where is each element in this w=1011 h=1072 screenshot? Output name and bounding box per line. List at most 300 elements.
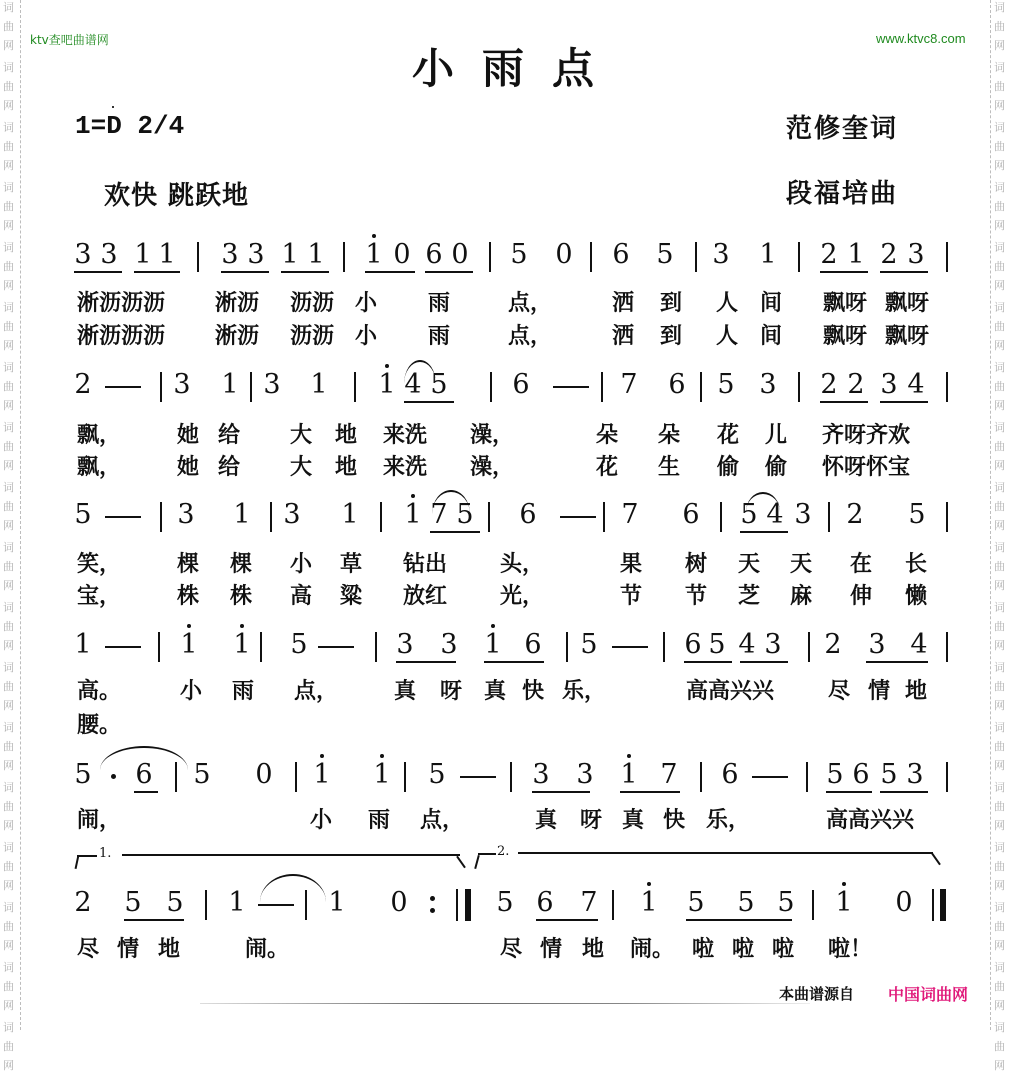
- lyricist-credit: 范修奎词: [786, 114, 899, 144]
- watermark-char: 词: [994, 601, 1005, 614]
- slur-arc: [260, 874, 326, 902]
- watermark-char: 网: [994, 339, 1005, 352]
- eighth-underline: [684, 661, 732, 663]
- watermark-site-right: www.ktvc8.com: [876, 31, 966, 46]
- jianpu-note: 2: [824, 629, 842, 660]
- sustain-dash: [105, 516, 141, 518]
- watermark-char: 曲: [994, 20, 1005, 33]
- jianpu-note: 5: [908, 499, 926, 530]
- barline: [158, 632, 160, 662]
- high-octave-dot: [385, 364, 389, 368]
- high-octave-dot: [372, 234, 376, 238]
- jianpu-note: 5: [777, 887, 795, 918]
- lyric-word: 洒: [612, 324, 635, 349]
- watermark-char: 曲: [994, 80, 1005, 93]
- watermark-char: 网: [3, 699, 14, 712]
- watermark-char: 网: [994, 99, 1005, 112]
- watermark-char: 曲: [994, 860, 1005, 873]
- watermark-char: 网: [3, 579, 14, 592]
- lyric-word: 小: [355, 324, 378, 349]
- lyric-word: 澡，: [470, 423, 515, 448]
- eighth-underline: [134, 271, 180, 273]
- barline: [946, 502, 948, 532]
- watermark-char: 网: [3, 339, 14, 352]
- barline: [250, 372, 252, 402]
- barline: [812, 890, 814, 920]
- watermark-char: 曲: [994, 200, 1005, 213]
- watermark-char: 词: [994, 961, 1005, 974]
- lyric-word: 生: [658, 455, 681, 480]
- watermark-char: 网: [994, 879, 1005, 892]
- jianpu-note: 2: [74, 887, 92, 918]
- volta-1-label: 1.: [99, 846, 112, 861]
- lyric-word: 怀呀怀宝: [822, 455, 911, 480]
- jianpu-note: 6: [135, 759, 153, 790]
- barline: [490, 372, 492, 402]
- eighth-underline: [880, 791, 928, 793]
- barline: [205, 890, 207, 920]
- jianpu-note: 3: [712, 239, 730, 270]
- barline: [354, 372, 356, 402]
- jianpu-note: 1: [74, 629, 92, 660]
- key-octave-dot: [112, 106, 114, 108]
- watermark-char: 词: [994, 121, 1005, 134]
- lyric-word: 株: [177, 584, 200, 609]
- sustain-dash: [318, 646, 354, 648]
- watermark-char: 词: [994, 241, 1005, 254]
- lyric-word: 在: [850, 552, 873, 577]
- jianpu-note: 1: [833, 888, 855, 918]
- watermark-char: 网: [994, 639, 1005, 652]
- lyric-word: 尽: [828, 679, 851, 704]
- eighth-underline: [221, 271, 269, 273]
- high-octave-dot: [240, 624, 244, 628]
- watermark-char: 曲: [994, 920, 1005, 933]
- jianpu-note: 5: [880, 759, 898, 790]
- watermark-char: 词: [3, 1021, 14, 1034]
- watermark-char: 网: [3, 819, 14, 832]
- jianpu-note: 1: [307, 239, 325, 270]
- eighth-underline: [134, 791, 158, 793]
- watermark-char: 词: [3, 661, 14, 674]
- lyric-word: 沥沥: [290, 291, 335, 316]
- jianpu-note: 5: [166, 887, 184, 918]
- jianpu-note: 1: [281, 239, 299, 270]
- eighth-underline: [740, 661, 788, 663]
- lyric-word: 真: [535, 808, 558, 833]
- jianpu-note: 1: [178, 630, 200, 660]
- lyric-word: 朵: [596, 423, 619, 448]
- lyric-word: 伸: [850, 584, 873, 609]
- lyric-word: 宝，: [77, 584, 122, 609]
- lyric-word: 飘呀: [823, 291, 868, 316]
- lyric-word: 真: [622, 808, 645, 833]
- barline: [160, 502, 162, 532]
- watermark-char: 曲: [994, 140, 1005, 153]
- watermark-char: 词: [3, 481, 14, 494]
- jianpu-note: 6: [536, 887, 554, 918]
- sustain-dash: [105, 646, 141, 648]
- barline: [700, 372, 702, 402]
- watermark-char: 曲: [3, 860, 14, 873]
- lyric-word: 点，: [508, 291, 553, 316]
- watermark-char: 曲: [3, 380, 14, 393]
- jianpu-note: 6: [425, 239, 443, 270]
- jianpu-note: 5: [708, 629, 726, 660]
- slur-arc: [746, 492, 780, 512]
- barline: [663, 632, 665, 662]
- tempo-marking: 欢快 跳跃地: [104, 181, 250, 211]
- lyric-word: 偷: [765, 455, 788, 480]
- lyric-word: 粱: [340, 584, 363, 609]
- watermark-char: 曲: [3, 680, 14, 693]
- lyric-word: 人: [716, 291, 739, 316]
- watermark-char: 词: [994, 361, 1005, 374]
- jianpu-note: 6: [682, 499, 700, 530]
- jianpu-note: 6: [512, 369, 530, 400]
- watermark-char: 词: [3, 361, 14, 374]
- barline: [946, 762, 948, 792]
- lyric-word: 树: [685, 552, 708, 577]
- watermark-char: 曲: [3, 20, 14, 33]
- eighth-underline: [880, 271, 928, 273]
- jianpu-note: 1: [233, 499, 251, 530]
- jianpu-note: 3: [907, 239, 925, 270]
- lyric-word: 飘，: [77, 455, 122, 480]
- lyric-word: 快: [663, 808, 686, 833]
- jianpu-note: 5: [290, 629, 308, 660]
- watermark-char: 词: [994, 901, 1005, 914]
- jianpu-note: 6: [852, 759, 870, 790]
- lyric-word: 小: [310, 808, 333, 833]
- barline: [808, 632, 810, 662]
- watermark-column-right: [990, 0, 1011, 1072]
- jianpu-note: 3: [263, 369, 281, 400]
- jianpu-note: 6: [684, 629, 702, 660]
- eighth-underline: [532, 791, 590, 793]
- jianpu-note: 1: [482, 630, 504, 660]
- watermark-char: 词: [994, 481, 1005, 494]
- lyric-word: 小: [355, 291, 378, 316]
- jianpu-note: 5: [430, 369, 448, 400]
- watermark-char: 词: [994, 841, 1005, 854]
- slur-arc: [432, 490, 470, 514]
- jianpu-note: 3: [576, 759, 594, 790]
- jianpu-note: 6: [612, 239, 630, 270]
- barline: [488, 502, 490, 532]
- repeat-barline-thick: [465, 889, 471, 921]
- lyric-word: 啦: [732, 937, 755, 962]
- eighth-underline: [740, 531, 788, 533]
- lyric-word: 她: [177, 423, 200, 448]
- lyric-word: 闹，: [77, 808, 122, 833]
- barline: [197, 242, 199, 272]
- watermark-char: 曲: [3, 500, 14, 513]
- lyric-word: 雨: [428, 291, 451, 316]
- jianpu-note: 1: [231, 630, 253, 660]
- final-barline-thin: [932, 889, 934, 921]
- lyric-word: 地: [905, 679, 928, 704]
- jianpu-note: 2: [820, 239, 838, 270]
- watermark-char: 词: [3, 601, 14, 614]
- jianpu-note: 4: [907, 369, 925, 400]
- lyric-word: 闹。: [245, 937, 290, 962]
- jianpu-note: 2: [846, 499, 864, 530]
- jianpu-note: 5: [687, 887, 705, 918]
- jianpu-note: 1: [371, 760, 393, 790]
- jianpu-note: 4: [404, 369, 422, 400]
- watermark-char: 词: [3, 181, 14, 194]
- volta-2-line: [518, 852, 933, 854]
- lyric-word: 她: [177, 455, 200, 480]
- sustain-dash: [612, 646, 648, 648]
- jianpu-note: 4: [766, 499, 784, 530]
- jianpu-note: 6: [524, 629, 542, 660]
- barline: [404, 762, 406, 792]
- jianpu-note: 1: [363, 240, 385, 270]
- watermark-char: 词: [3, 541, 14, 554]
- watermark-char: 词: [3, 301, 14, 314]
- lyric-word: 乐，: [562, 679, 607, 704]
- barline: [946, 372, 948, 402]
- watermark-char: 网: [994, 999, 1005, 1012]
- jianpu-note: 0: [451, 239, 469, 270]
- jianpu-note: 5: [510, 239, 528, 270]
- jianpu-note: 3: [532, 759, 550, 790]
- lyric-word: 小: [290, 552, 313, 577]
- jianpu-note: 3: [794, 499, 812, 530]
- jianpu-note: 2: [847, 369, 865, 400]
- sustain-dash: [105, 386, 141, 388]
- lyric-word: 闹。: [630, 937, 675, 962]
- watermark-char: 词: [994, 181, 1005, 194]
- slur-arc: [100, 746, 188, 770]
- jianpu-note: 3: [906, 759, 924, 790]
- lyric-word: 大: [290, 455, 313, 480]
- lyric-word: 淅沥沥沥: [77, 291, 166, 316]
- lyric-word: 雨: [368, 808, 391, 833]
- lyric-word: 株: [230, 584, 253, 609]
- lyric-word: 放红: [403, 584, 448, 609]
- sustain-dash: [560, 516, 596, 518]
- lyric-word: 儿: [765, 423, 788, 448]
- jianpu-note: 5: [656, 239, 674, 270]
- jianpu-note: 5: [193, 759, 211, 790]
- lyric-word: 点，: [420, 808, 465, 833]
- watermark-char: 网: [3, 1059, 14, 1072]
- watermark-char: 网: [3, 399, 14, 412]
- jianpu-note: 4: [910, 629, 928, 660]
- lyric-word: 草: [340, 552, 363, 577]
- lyric-word: 啦！: [828, 937, 873, 962]
- jianpu-note: 1: [376, 370, 398, 400]
- watermark-char: 曲: [3, 1040, 14, 1053]
- lyric-word: 棵: [177, 552, 200, 577]
- barline: [798, 242, 800, 272]
- watermark-char: 曲: [3, 320, 14, 333]
- jianpu-note: 1: [228, 887, 246, 918]
- lyric-word: 洒: [612, 291, 635, 316]
- volta-1-bracket: [77, 855, 97, 857]
- jianpu-note: 2: [880, 239, 898, 270]
- jianpu-note: 5: [74, 759, 92, 790]
- lyric-word: 天: [738, 552, 761, 577]
- eighth-underline: [124, 919, 184, 921]
- jianpu-note: 3: [247, 239, 265, 270]
- barline: [380, 502, 382, 532]
- lyric-word: 尽: [77, 937, 100, 962]
- watermark-char: 曲: [994, 980, 1005, 993]
- jianpu-note: 3: [396, 629, 414, 660]
- watermark-char: 曲: [994, 1040, 1005, 1053]
- jianpu-note: 1: [311, 760, 333, 790]
- watermark-char: 网: [994, 39, 1005, 52]
- watermark-char: 网: [3, 999, 14, 1012]
- watermark-char: 曲: [994, 260, 1005, 273]
- barline: [700, 762, 702, 792]
- watermark-char: 网: [994, 159, 1005, 172]
- sustain-dash: [752, 776, 788, 778]
- jianpu-note: 5: [580, 629, 598, 660]
- watermark-char: 曲: [3, 740, 14, 753]
- lyric-word: 到: [660, 324, 683, 349]
- eighth-underline: [536, 919, 598, 921]
- jianpu-note: 2: [820, 369, 838, 400]
- lyric-word: 淅沥沥沥: [77, 324, 166, 349]
- jianpu-note: 1: [618, 760, 640, 790]
- jianpu-note: 3: [283, 499, 301, 530]
- jianpu-note: 3: [100, 239, 118, 270]
- watermark-char: 词: [3, 841, 14, 854]
- lyric-word: 雨: [428, 324, 451, 349]
- jianpu-note: 5: [737, 887, 755, 918]
- watermark-char: 词: [3, 61, 14, 74]
- jianpu-note: 4: [738, 629, 756, 660]
- lyric-word: 棵: [230, 552, 253, 577]
- eighth-underline: [866, 661, 928, 663]
- lyric-word: 呀: [440, 679, 463, 704]
- sustain-dash: [553, 386, 589, 388]
- lyric-word: 飘呀: [823, 324, 868, 349]
- barline: [806, 762, 808, 792]
- high-octave-dot: [380, 754, 384, 758]
- watermark-char: 网: [3, 159, 14, 172]
- barline: [375, 632, 377, 662]
- lyric-word: 麻: [790, 584, 813, 609]
- jianpu-note: 1: [158, 239, 176, 270]
- lyric-word: 快: [522, 679, 545, 704]
- eighth-underline: [484, 661, 544, 663]
- lyric-word: 大: [290, 423, 313, 448]
- lyric-word: 啦: [692, 937, 715, 962]
- lyric-word: 地: [335, 455, 358, 480]
- watermark-char: 词: [3, 421, 14, 434]
- lyric-word: 光，: [500, 584, 545, 609]
- lyric-word: 节: [620, 584, 643, 609]
- eighth-underline: [820, 271, 868, 273]
- high-octave-dot: [627, 754, 631, 758]
- lyric-word: 头，: [500, 552, 545, 577]
- watermark-char: 网: [994, 759, 1005, 772]
- lyric-word: 高高兴兴: [826, 808, 915, 833]
- watermark-char: 网: [3, 39, 14, 52]
- watermark-site-left: ktv查吧曲谱网: [30, 33, 109, 47]
- volta-2-bracket: [478, 853, 496, 855]
- jianpu-note: 6: [721, 759, 739, 790]
- watermark-char: 曲: [3, 560, 14, 573]
- lyric-word: 花: [717, 423, 740, 448]
- lyric-word: 间: [760, 291, 783, 316]
- barline: [260, 632, 262, 662]
- lyric-word: 啦: [772, 937, 795, 962]
- watermark-char: 词: [994, 1021, 1005, 1034]
- lyric-word: 淅沥: [215, 324, 260, 349]
- lyric-word: 乐，: [706, 808, 751, 833]
- barline: [270, 502, 272, 532]
- eighth-underline: [365, 271, 415, 273]
- watermark-char: 曲: [994, 680, 1005, 693]
- jianpu-note: 7: [660, 759, 678, 790]
- lyric-word: 点，: [294, 679, 339, 704]
- jianpu-note: 5: [496, 887, 514, 918]
- eighth-underline: [880, 401, 928, 403]
- jianpu-note: 1: [759, 239, 777, 270]
- jianpu-note: 0: [393, 239, 411, 270]
- barline: [612, 890, 614, 920]
- jianpu-note: 1: [847, 239, 865, 270]
- lyric-word: 给: [218, 423, 241, 448]
- footer-source-brand: 中国词曲网: [888, 985, 969, 1004]
- lyric-word: 芝: [738, 584, 761, 609]
- watermark-char: 词: [3, 241, 14, 254]
- jianpu-note: 3: [177, 499, 195, 530]
- watermark-char: 词: [3, 961, 14, 974]
- eighth-underline: [820, 401, 868, 403]
- high-octave-dot: [842, 882, 846, 886]
- jianpu-note: 5: [717, 369, 735, 400]
- footer-source-label: 本曲谱源自: [779, 985, 855, 1003]
- high-octave-dot: [320, 754, 324, 758]
- watermark-char: 曲: [3, 260, 14, 273]
- eighth-underline: [686, 919, 792, 921]
- jianpu-note: 1: [341, 499, 359, 530]
- lyric-word: 地: [582, 937, 605, 962]
- watermark-char: 网: [3, 279, 14, 292]
- lyric-word: 人: [716, 324, 739, 349]
- jianpu-note: 6: [519, 499, 537, 530]
- jianpu-note: 7: [580, 887, 598, 918]
- watermark-char: 曲: [994, 500, 1005, 513]
- barline: [720, 502, 722, 532]
- jianpu-note: 3: [764, 629, 782, 660]
- watermark-char: 网: [3, 939, 14, 952]
- barline: [695, 242, 697, 272]
- jianpu-note: 6: [668, 369, 686, 400]
- watermark-char: 词: [3, 901, 14, 914]
- eighth-underline: [620, 791, 680, 793]
- watermark-char: 曲: [994, 800, 1005, 813]
- high-octave-dot: [411, 494, 415, 498]
- jianpu-note: 3: [74, 239, 92, 270]
- barline: [160, 372, 162, 402]
- barline: [566, 632, 568, 662]
- volta-2-end: [931, 853, 941, 866]
- watermark-char: 网: [3, 759, 14, 772]
- eighth-underline: [281, 271, 329, 273]
- watermark-char: 词: [994, 781, 1005, 794]
- lyric-word: 飘呀: [885, 291, 930, 316]
- lyric-word: 长: [905, 552, 928, 577]
